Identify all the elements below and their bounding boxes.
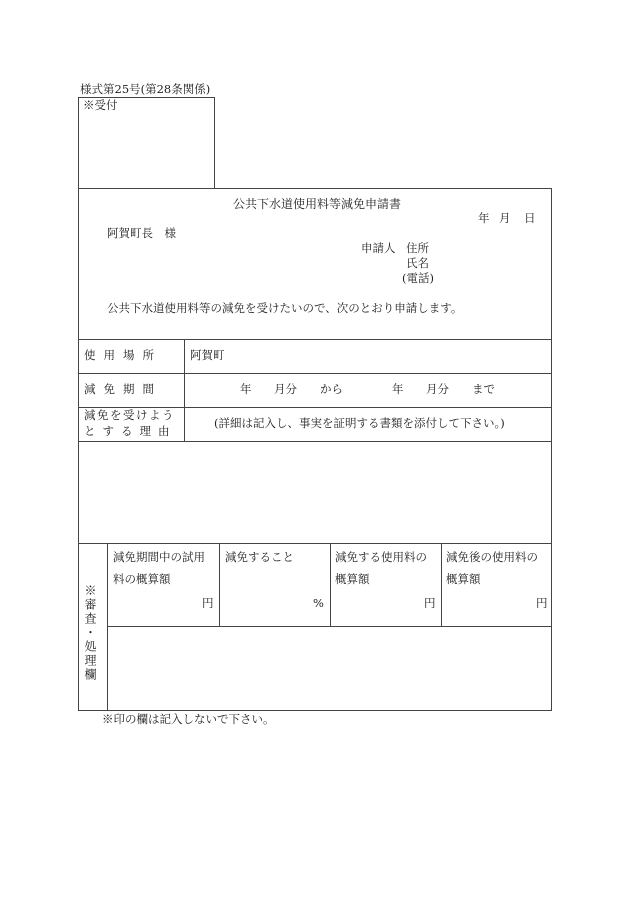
- form-number: 様式第25号(第28条関係): [80, 82, 211, 96]
- addressee: 阿賀町長 様: [107, 226, 176, 240]
- period-month-1[interactable]: 月分: [274, 382, 297, 396]
- period-until: まで: [472, 382, 495, 396]
- col1-line2: 料の概算額: [113, 572, 171, 586]
- col2-line1: 減免すること: [225, 550, 294, 564]
- review-notes-area[interactable]: [109, 628, 550, 709]
- col1-unit: 円: [202, 596, 214, 610]
- divider: [78, 543, 552, 544]
- period-year-2[interactable]: 年: [392, 382, 404, 396]
- divider: [78, 441, 552, 442]
- receipt-label: ※受付: [83, 98, 118, 112]
- col4-line2: 概算額: [446, 572, 481, 586]
- reason-note: (詳細は記入し、事実を証明する書類を添付して下さい。): [214, 416, 505, 430]
- period-month-2[interactable]: 月分: [426, 382, 449, 396]
- divider: [107, 543, 108, 711]
- phone-label[interactable]: (電話): [402, 271, 434, 285]
- col3-line1: 減免する使用料の: [335, 550, 427, 564]
- divider: [330, 543, 331, 626]
- col1-line1: 減免期間中の試用: [113, 550, 205, 564]
- reason-label-line1: 減免を受けよう: [84, 408, 175, 422]
- form-title: 公共下水道使用料等減免申請書: [233, 197, 402, 211]
- location-label: 使用場所: [84, 348, 162, 362]
- applicant-label: 申請人: [361, 241, 396, 255]
- date-month[interactable]: 月: [499, 211, 511, 225]
- col3-line2: 概算額: [335, 572, 370, 586]
- col4-unit: 円: [536, 596, 548, 610]
- divider: [184, 339, 185, 441]
- statement: 公共下水道使用料等の減免を受けたいので、次のとおり申請します。: [107, 301, 463, 315]
- divider: [78, 339, 552, 340]
- footnote: ※印の欄は記入しないで下さい。: [102, 712, 275, 726]
- col4-line1: 減免後の使用料の: [446, 550, 538, 564]
- divider: [78, 373, 552, 374]
- date-day[interactable]: 日: [524, 211, 536, 225]
- col3-unit: 円: [424, 596, 436, 610]
- period-label: 減免期間: [84, 382, 162, 396]
- location-value[interactable]: 阿賀町: [190, 348, 225, 362]
- address-label[interactable]: 住所: [406, 241, 429, 255]
- col2-unit: %: [313, 596, 324, 610]
- divider: [441, 543, 442, 626]
- divider: [107, 626, 552, 627]
- reason-label-line2: とする理由: [84, 424, 177, 438]
- review-side-label: ※審査・処理欄: [83, 584, 97, 682]
- period-from: から: [320, 382, 343, 396]
- date-year[interactable]: 年: [478, 211, 490, 225]
- reason-input-area[interactable]: [80, 443, 550, 541]
- name-label[interactable]: 氏名: [406, 256, 429, 270]
- divider: [219, 543, 220, 626]
- period-year-1[interactable]: 年: [240, 382, 252, 396]
